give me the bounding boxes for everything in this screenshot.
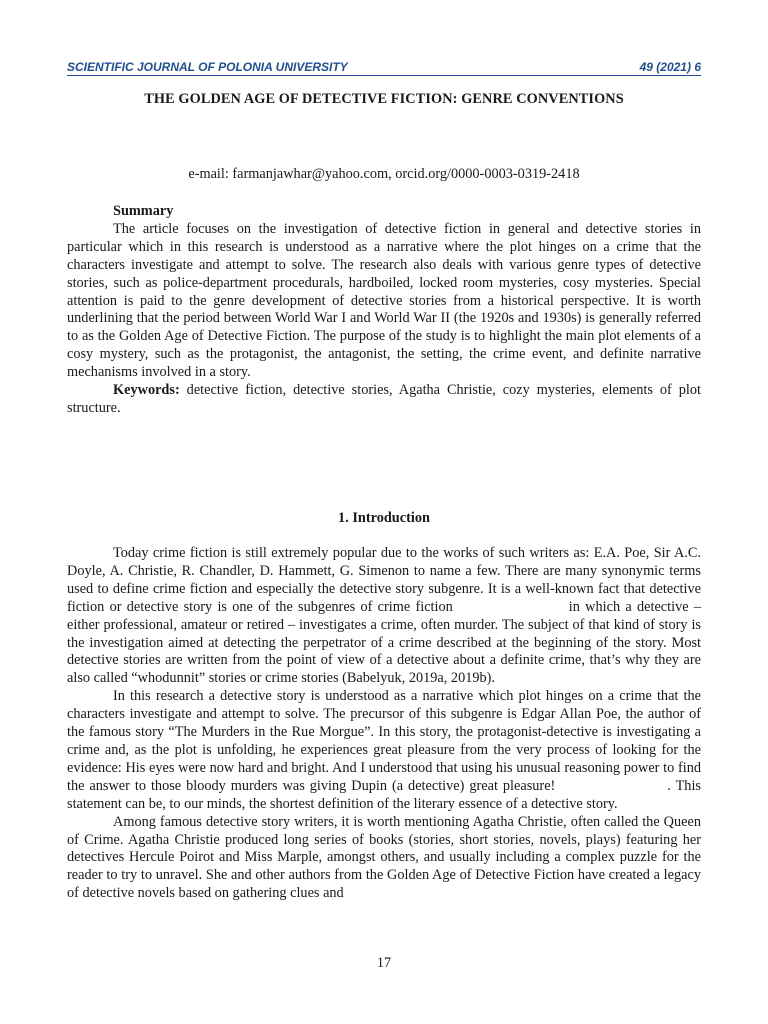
intro-paragraph-3: Among famous detective story writers, it is worth mentioning Agatha Christie, often called the Queen of Crime. Agatha Christie produced long series of books (stories, short stories, novels, plays) featuring her detectives Hercule Poirot and Miss Marple, amongst others, and usually including a complex puzzle for the reader to try to unravel. She and other authors from the Golden Age of Detective Fiction have created a legacy of detective novels based on gathering clues and [67,813,701,902]
introduction-section [67,545,701,903]
intro-p2-part-b: . This statement can be, to our minds, the shortest definition of the literary essence of a detective story. [67,777,701,812]
intro-paragraph-1 [67,545,701,688]
intro-p1-part-b: in which a detective – either professional, amateur or retired – investigates a crime, often murder. The subject of that kind of story is the investigation aimed at detecting the perpetrator of a crime described at the beginning of the story. Most detective stories are written from the point of view of a detective about a definite crime, that’s why they are also called “whodunnit” stories or crime stories (Babelyuk, 2019a, 2019b). [67,598,701,687]
article-title: THE GOLDEN AGE OF DETECTIVE FICTION: GENRE CONVENTIONS [144,91,624,107]
running-header [67,60,701,76]
keywords-paragraph [67,382,701,418]
journal-name: SCIENTIFIC JOURNAL OF POLONIA UNIVERSITY [67,60,348,74]
summary-text: The article focuses on the investigation of detective fiction in general and detective stories in particular which in this research is understood as a narrative where the plot hinges on a crime that the characters investigate and attempt to solve. The research also deals with various genre types of detective stories, such as police-department procedurals, hardboiled, locked room mysteries, cosy mysteries. Special attention is paid to the genre development of detective stories from a historical perspective. It is worth underlining that the period between World War I and World War II (the 1920s and 1930s) is generally referred to as the Golden Age of Detective Fiction. The purpose of the study is to highlight the main plot elements of a cosy mystery, such as the protagonist, the antagonist, the setting, the crime event, and definite narrative mechanisms involved in a story. [67,220,701,381]
issue-number: 49 (2021) 6 [639,60,701,74]
intro-paragraph-2 [67,688,701,813]
intro-p1-part-a: Today crime fiction is still extremely popular due to the works of such writers as: E.A. Poe, Sir A.C. Doyle, A. Christie, R. Chandler, D. Hammett, G. Simenon to name a few. There are many synonymic terms used to define crime fiction and especially the detective story subgenre. It is a well-known fact that detective fiction or detective story is one of the subgenres of crime fiction [67,545,701,615]
page-number: 17 [376,955,392,971]
summary-section [67,203,701,418]
keywords-label: Keywords: [113,382,180,399]
introduction-heading: 1. Introduction [338,510,430,526]
keywords-text: detective fiction, detective stories, Agatha Christie, cozy mysteries, elements of plot structure. [67,382,701,416]
intro-p2-part-a: In this research a detective story is understood as a narrative which plot hinges on a crime that the characters investigate and attempt to solve. The precursor of this subgenre is Edgar Allan Poe, the author of the famous story “The Murders in the Rue Morgue”. In this story, the protagonist-detective is investigating a crime and, as the plot is unfolding, he experiences great pleasure from the very process of looking for the evidence: His eyes were now hard and bright. And I understood that using his unusual reasoning power to find the answer to those bloody murders was giving Dupin (a detective) great pleasure! [67,688,701,794]
summary-heading: Summary [113,203,174,219]
author-contact: e-mail: farmanjawhar@yahoo.com, orcid.org/0000-0003-0319-2418 [188,166,580,182]
